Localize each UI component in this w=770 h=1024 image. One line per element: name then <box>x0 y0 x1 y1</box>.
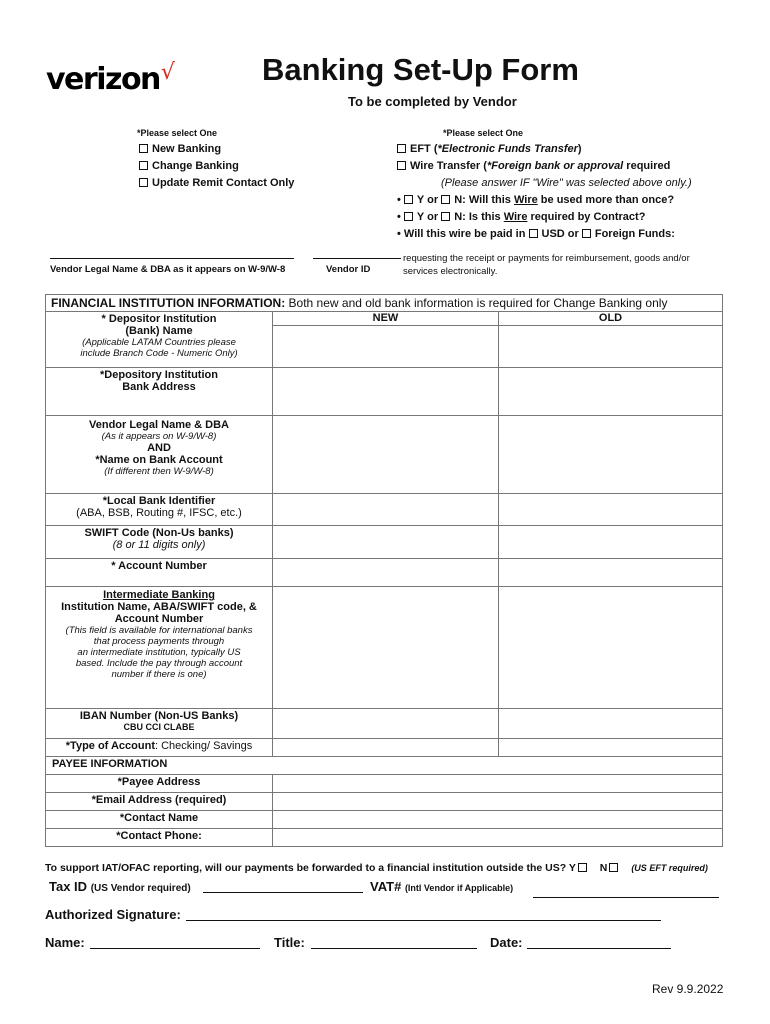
contact-phone-field[interactable] <box>273 829 723 847</box>
eft-italic: *Electronic Funds Transfer <box>437 143 578 155</box>
old-swift-cell[interactable] <box>499 526 723 559</box>
check-mark-icon: √ <box>160 60 174 85</box>
old-iban-cell[interactable] <box>499 709 723 739</box>
table-row <box>46 793 723 811</box>
checkbox-icon[interactable] <box>441 195 450 204</box>
contact-name-label: *Contact Name <box>46 811 273 829</box>
payee-header: PAYEE INFORMATION <box>46 757 723 775</box>
table-row <box>46 709 723 739</box>
iat-text: To support IAT/OFAC reporting, will our payments be forwarded to a financial institution outside the US? Y <box>45 862 576 874</box>
q3-usd: USD or <box>541 228 579 240</box>
wire-note: (Please answer IF "Wire" was selected above only.) <box>441 177 692 189</box>
checkbox-icon[interactable] <box>397 144 406 153</box>
q1-text: N: Will this <box>454 194 511 206</box>
table-row <box>46 368 723 416</box>
iat-note: (US EFT required) <box>631 863 708 873</box>
row-note: (If different then W-9/W-8) <box>104 466 214 477</box>
table-row <box>46 811 723 829</box>
table-row <box>46 312 723 368</box>
row-label: * Depositor Institution <box>101 313 217 325</box>
row-label: IBAN Number (Non-US Banks) <box>79 710 239 722</box>
row-label: *Name on Bank Account <box>95 454 223 466</box>
old-account-number-cell[interactable] <box>499 559 723 587</box>
tax-id-field[interactable] <box>203 892 363 893</box>
row-label: Account Number <box>114 613 204 625</box>
change-banking-option[interactable] <box>139 158 294 175</box>
row-note: (8 or 11 digits only) <box>112 539 206 551</box>
name-field[interactable] <box>90 948 260 949</box>
old-account-type-cell[interactable] <box>499 739 723 757</box>
q2-text: N: Is this <box>454 211 501 223</box>
checkbox-icon[interactable] <box>139 144 148 153</box>
row-label: Institution Name, ABA/SWIFT code, & <box>61 601 257 613</box>
old-depositor-name-cell[interactable] <box>499 312 723 368</box>
row-label: (Bank) Name <box>125 325 193 337</box>
checkbox-icon[interactable] <box>404 212 413 221</box>
q2-end: required by Contract? <box>530 211 646 223</box>
table-row <box>46 829 723 847</box>
row-label: * Account Number <box>111 560 207 572</box>
table-row <box>46 526 723 559</box>
payee-address-field[interactable] <box>273 775 723 793</box>
vendor-name-field[interactable] <box>50 258 294 259</box>
payee-header-row <box>46 757 723 775</box>
email-address-label: *Email Address (required) <box>46 793 273 811</box>
intermediate-banking-label <box>46 587 273 709</box>
old-bank-address-cell[interactable] <box>499 368 723 416</box>
checkbox-icon[interactable] <box>139 161 148 170</box>
eft-prefix: EFT ( <box>410 143 438 155</box>
checkbox-icon[interactable] <box>441 212 450 221</box>
right-select-hint: *Please select One <box>443 128 524 138</box>
old-intermediate-cell[interactable] <box>499 587 723 709</box>
q3-foreign: Foreign Funds: <box>594 228 675 240</box>
fi-header-row <box>46 295 723 312</box>
wire-italic: *Foreign bank or approval <box>486 160 624 172</box>
vendor-id-field[interactable] <box>313 258 401 259</box>
depositor-name-label <box>46 312 273 368</box>
row-note: based. Include the pay through account <box>75 658 243 669</box>
page-subtitle: To be completed by Vendor <box>348 94 517 109</box>
q1-wire: Wire <box>513 194 538 206</box>
tax-id-note: (US Vendor required) <box>90 883 191 894</box>
option-label: Update Remit Contact Only <box>152 177 295 189</box>
wire-option[interactable] <box>397 158 692 175</box>
page-title: Banking Set-Up Form <box>262 52 579 87</box>
title-field[interactable] <box>311 948 477 949</box>
new-banking-option[interactable] <box>139 141 294 158</box>
vat-label: VAT# <box>370 879 402 894</box>
row-label: *Type of Account <box>65 740 155 752</box>
contact-phone-label: *Contact Phone: <box>46 829 273 847</box>
row-note: : Checking/ Savings <box>155 740 253 752</box>
wire-question-3: • Will this wire be paid in USD or Foreign Funds: <box>397 228 675 240</box>
row-note: include Branch Code - Numeric Only) <box>80 348 238 359</box>
eft-suffix: ) <box>577 143 582 155</box>
q1-yes: Y or <box>416 194 439 206</box>
fi-header <box>46 295 723 312</box>
vendor-id-label: Vendor ID <box>326 264 371 275</box>
contact-name-field[interactable] <box>273 811 723 829</box>
row-note: (As it appears on W-9/W-8) <box>101 431 217 442</box>
row-note: an intermediate institution, typically US <box>77 647 241 658</box>
request-type-options <box>139 141 294 192</box>
authorized-signature-label: Authorized Signature: <box>45 907 181 922</box>
iban-label <box>46 709 273 739</box>
new-vendor-name-cell[interactable] <box>273 416 499 494</box>
q3-text: Will this wire be paid in <box>403 228 526 240</box>
name-label: Name: <box>45 935 85 950</box>
checkbox-icon[interactable] <box>397 161 406 170</box>
table-row <box>46 416 723 494</box>
update-remit-option[interactable] <box>139 175 294 192</box>
new-local-identifier-cell[interactable] <box>273 494 499 526</box>
eft-option[interactable] <box>397 141 692 158</box>
new-bank-address-cell[interactable] <box>273 368 499 416</box>
option-label: Change Banking <box>152 160 239 172</box>
new-account-number-cell[interactable] <box>273 559 499 587</box>
table-row <box>46 587 723 709</box>
date-label: Date: <box>490 935 523 950</box>
q2-wire: Wire <box>503 211 528 223</box>
revision-label: Rev 9.9.2022 <box>652 982 724 996</box>
date-field[interactable] <box>527 948 671 949</box>
left-select-hint: *Please select One <box>137 128 218 138</box>
vendor-legal-name-label <box>46 416 273 494</box>
new-depositor-name-cell[interactable] <box>273 312 499 368</box>
checkbox-icon[interactable] <box>582 229 591 238</box>
vendor-name-label: Vendor Legal Name & DBA as it appears on W-9/W-8 <box>50 264 286 275</box>
account-type-label <box>46 739 273 757</box>
checkbox-icon[interactable] <box>139 178 148 187</box>
title-label: Title: <box>274 935 305 950</box>
wire-question-1: • Y or N: Will this Wire be used more than once? <box>397 194 675 206</box>
row-label: Vendor Legal Name & DBA <box>89 419 229 431</box>
requesting-text: requesting the receipt or payments for reimbursement, goods and/or services electronically. <box>403 253 690 277</box>
swift-code-label <box>46 526 273 559</box>
old-local-identifier-cell[interactable] <box>499 494 723 526</box>
checkbox-icon[interactable] <box>529 229 538 238</box>
wire-prefix: Wire Transfer ( <box>410 160 487 172</box>
checkbox-icon[interactable] <box>609 863 618 872</box>
account-number-label <box>46 559 273 587</box>
row-label: AND <box>147 442 171 454</box>
wire-suffix: required <box>623 160 671 172</box>
table-row <box>46 739 723 757</box>
row-label: Intermediate Banking <box>103 589 215 601</box>
row-note: that process payments through <box>93 636 225 647</box>
column-header-old: OLD <box>499 312 722 326</box>
table-row <box>46 775 723 793</box>
new-swift-cell[interactable] <box>273 526 499 559</box>
fi-header-rest: Both new and old bank information is required for Change Banking only <box>285 296 668 310</box>
row-note: number if there is one) <box>111 669 207 680</box>
logo-text: verizon <box>46 62 160 97</box>
row-label: CBU CCI CLABE <box>123 722 195 732</box>
new-intermediate-cell[interactable] <box>273 587 499 709</box>
row-note: (ABA, BSB, Routing #, IFSC, etc.) <box>76 507 242 519</box>
row-note: (Applicable LATAM Countries please <box>82 337 236 348</box>
row-label: SWIFT Code (Non-Us banks) <box>84 527 234 539</box>
old-vendor-name-cell[interactable] <box>499 416 723 494</box>
vat-note: (Intl Vendor if Applicable) <box>404 883 514 893</box>
financial-institution-table <box>45 294 723 847</box>
option-label: New Banking <box>152 143 222 155</box>
local-bank-identifier-label <box>46 494 273 526</box>
tax-id-row <box>49 879 191 894</box>
checkbox-icon[interactable] <box>578 863 587 872</box>
payment-type-options <box>397 141 692 243</box>
checkbox-icon[interactable] <box>404 195 413 204</box>
wire-question-2: • Y or N: Is this Wire required by Contract? <box>397 211 646 223</box>
vat-row <box>370 879 513 894</box>
iat-question <box>45 862 708 874</box>
q1-end: be used more than once? <box>540 194 675 206</box>
signature-field[interactable] <box>186 920 661 921</box>
table-row <box>46 559 723 587</box>
table-row <box>46 494 723 526</box>
q2-yes: Y or <box>416 211 439 223</box>
row-note: (This field is available for international banks <box>65 625 253 636</box>
new-iban-cell[interactable] <box>273 709 499 739</box>
row-label: *Local Bank Identifier <box>102 495 216 507</box>
vat-field[interactable] <box>533 897 719 898</box>
bank-address-label <box>46 368 273 416</box>
payee-address-label: *Payee Address <box>46 775 273 793</box>
verizon-logo <box>46 62 173 97</box>
row-label: Bank Address <box>122 381 196 393</box>
column-header-new: NEW <box>273 312 498 326</box>
row-label: *Depository Institution <box>100 369 218 381</box>
email-address-field[interactable] <box>273 793 723 811</box>
new-account-type-cell[interactable] <box>273 739 499 757</box>
tax-id-label: Tax ID <box>49 879 88 894</box>
fi-header-bold: FINANCIAL INSTITUTION INFORMATION: <box>51 296 286 310</box>
iat-no: N <box>599 862 608 874</box>
